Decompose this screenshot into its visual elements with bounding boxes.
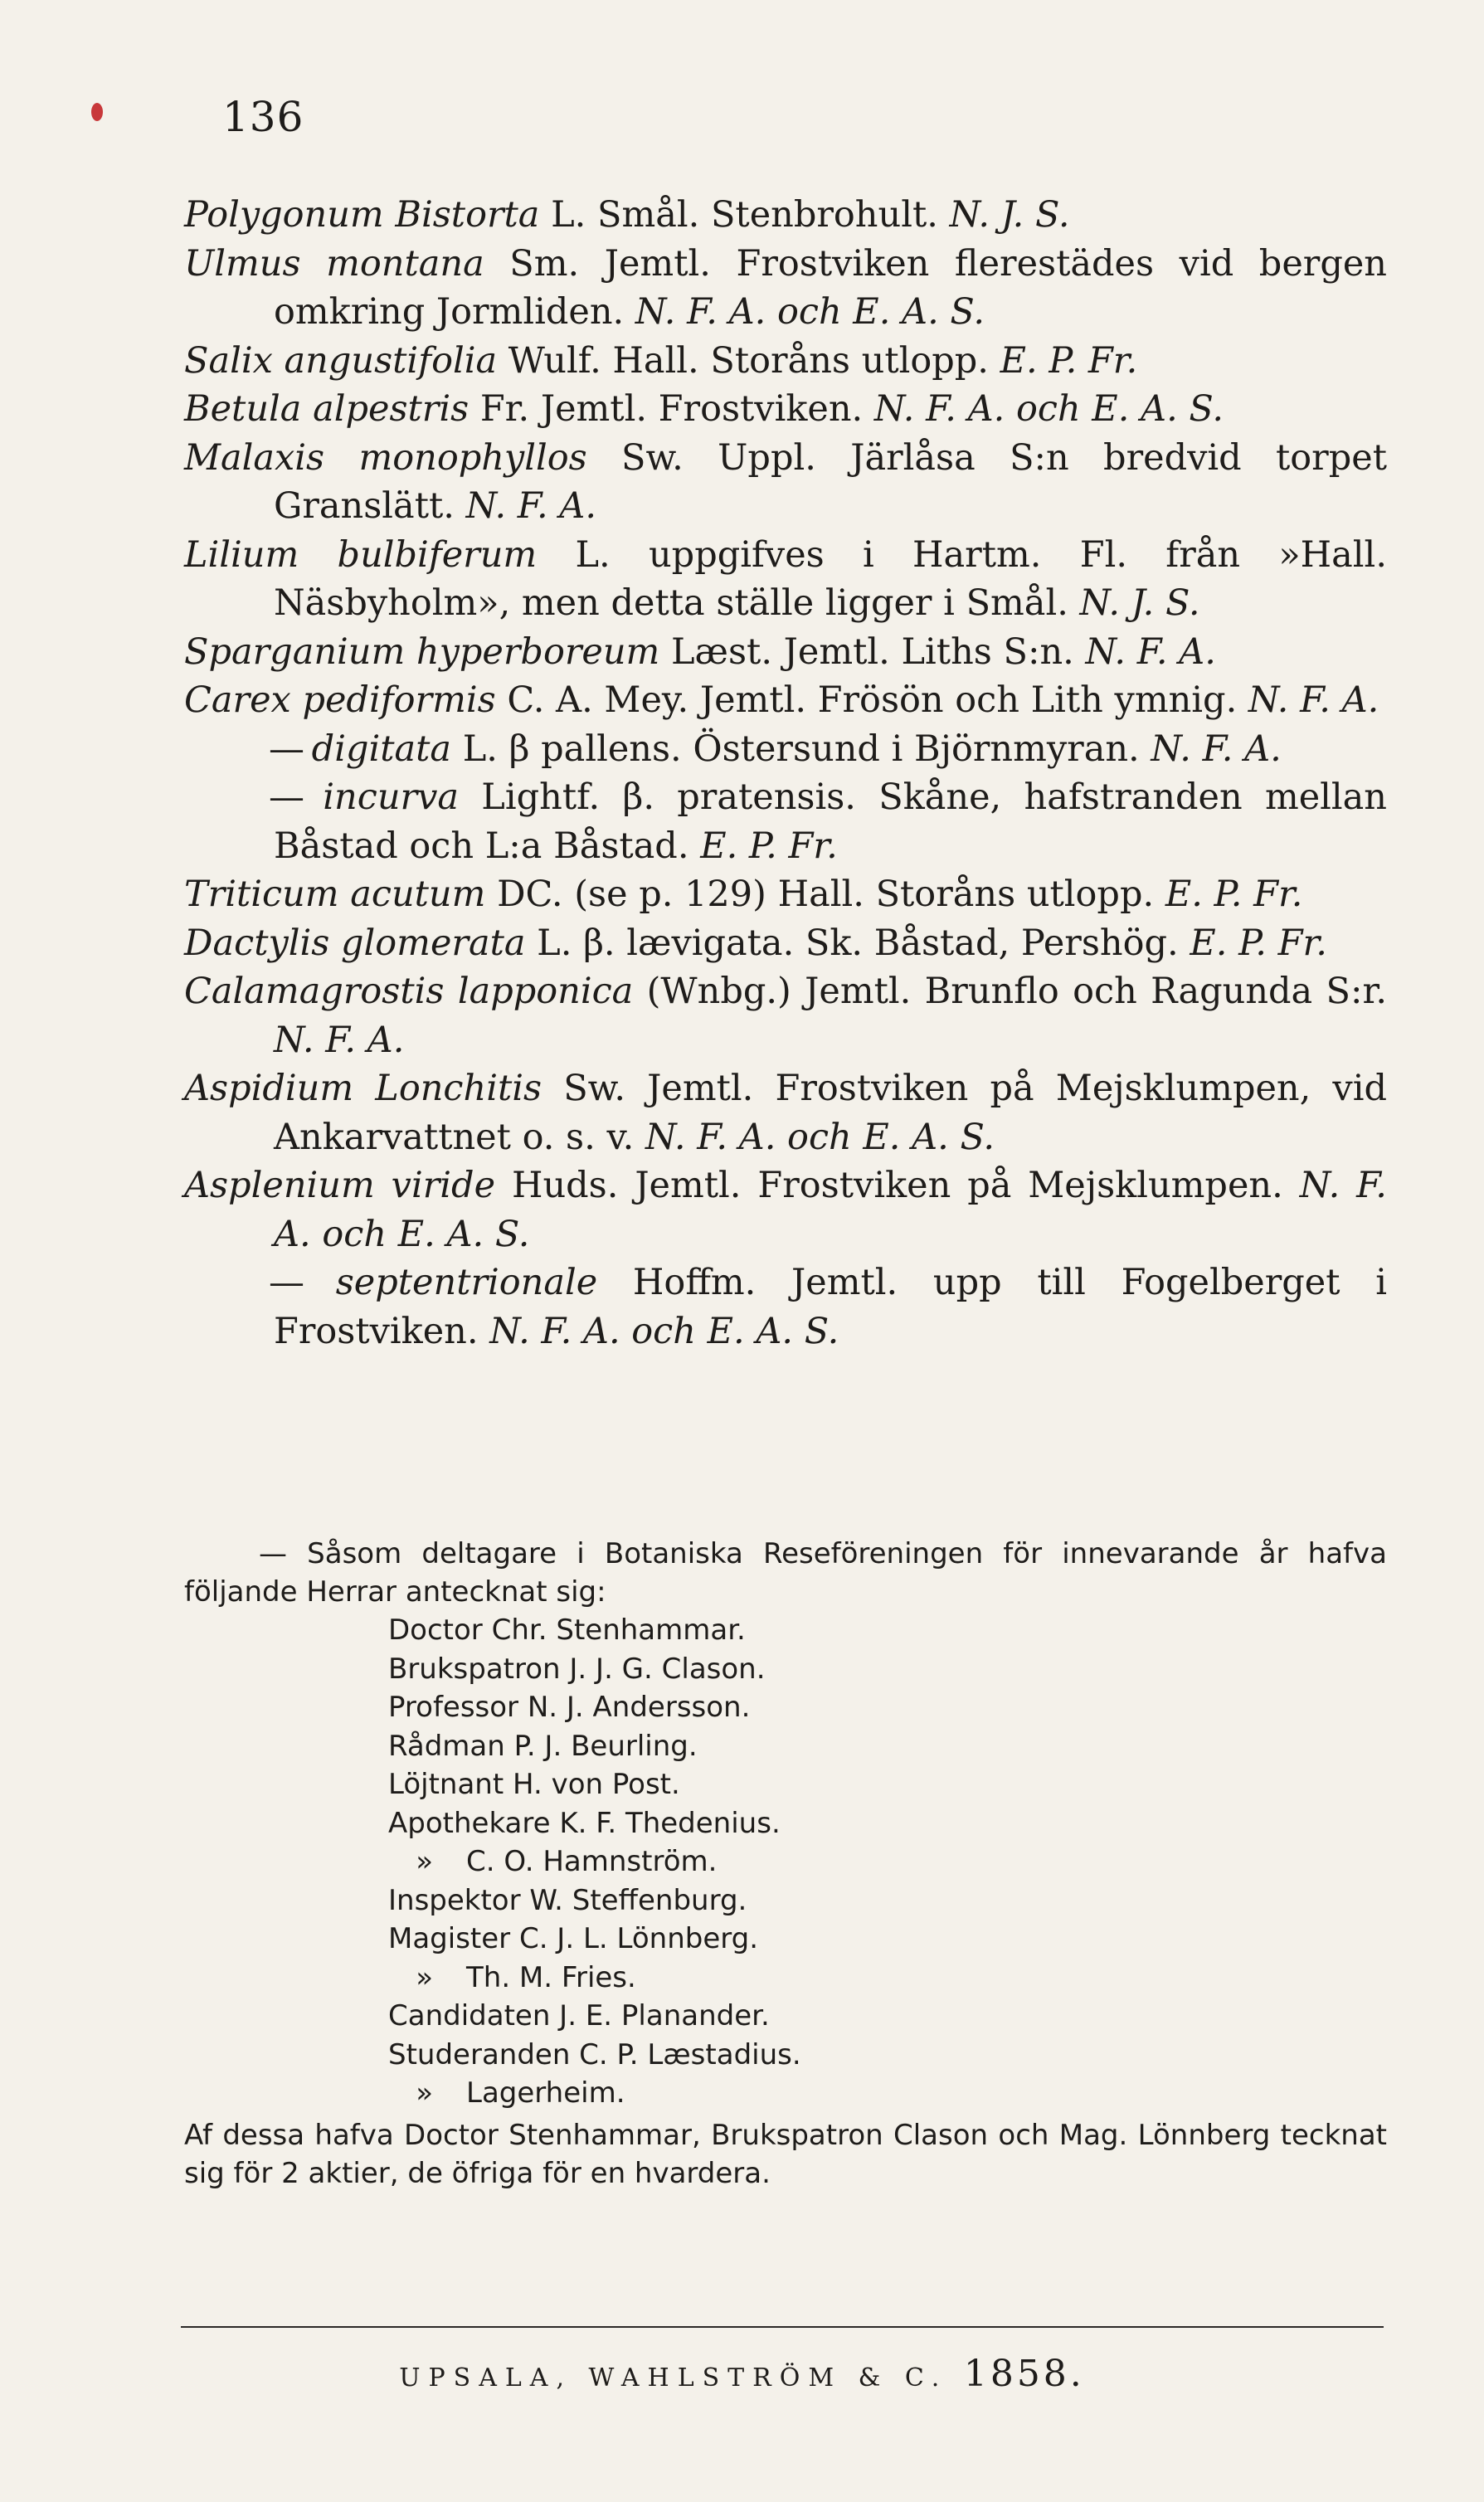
member-name: Rådman P. J. Beurling.	[388, 1729, 698, 1763]
species-name: Asplenium viride	[184, 1165, 496, 1206]
species-entry	[184, 1064, 1387, 1161]
species-citation: E. P. Fr.	[1165, 874, 1303, 915]
species-entry	[184, 967, 1387, 1064]
species-name: Aspidium Lonchitis	[184, 1068, 543, 1109]
member-item	[184, 1959, 1387, 1998]
species-locality: Lightf. β. pratensis. Skåne, hafstranden mellan Båstad och L:a Båstad.	[274, 776, 1388, 867]
member-item	[184, 1881, 1387, 1920]
member-name: Inspektor W. Steffenburg.	[388, 1883, 747, 1917]
species-citation: N. J. S.	[1079, 582, 1200, 624]
note-outro: Af dessa hafva Doctor Stenhammar, Brukspatron Clason och Mag. Lönnberg tecknat sig för 2 aktier, de öfriga för en hvardera.	[184, 2118, 1387, 2190]
species-locality: Huds. Jemtl. Frostviken på Mejsklumpen.	[495, 1165, 1300, 1206]
member-item	[184, 1804, 1387, 1843]
species-entry	[184, 531, 1387, 628]
species-locality: Læst. Jemtl. Liths S:n.	[659, 630, 1086, 673]
species-name: Salix angustifolia	[184, 339, 498, 382]
species-entry	[184, 1258, 1387, 1356]
species-name: Polygonum Bistorta	[184, 194, 540, 236]
species-locality: Sw. Uppl. Järlåsa S:n bredvid torpet Granslätt.	[274, 436, 1387, 527]
printer-imprint	[0, 2353, 1484, 2395]
species-entry	[184, 773, 1387, 870]
species-citation: E. P. Fr.	[1000, 339, 1138, 382]
species-citation: E. P. Fr.	[700, 825, 838, 867]
ditto-dash: —	[269, 1262, 304, 1303]
species-entry	[184, 434, 1387, 531]
species-entry	[184, 1161, 1387, 1258]
species-entry	[184, 676, 1387, 725]
member-item	[184, 1920, 1387, 1959]
member-item	[184, 1727, 1387, 1766]
species-entry	[184, 385, 1387, 434]
species-locality: L. β pallens. Östersund i Björnmyran.	[451, 728, 1151, 770]
species-entry	[184, 628, 1387, 677]
species-locality: L. β. lævigata. Sk. Båstad, Pershög.	[525, 922, 1190, 964]
member-name: Candidaten J. E. Planander.	[388, 1999, 770, 2032]
species-entry	[184, 337, 1387, 386]
species-citation: N. F. A. och E. A. S.	[274, 1165, 1387, 1255]
species-entry	[184, 725, 1387, 774]
species-name: Calamagrostis lapponica	[184, 971, 634, 1012]
member-item	[184, 1650, 1387, 1689]
species-citation: N. F. A.	[1085, 630, 1216, 673]
species-locality: Sm. Jemtl. Frostviken flerestädes vid bergen omkring Jormliden.	[274, 242, 1387, 333]
ink-spot	[91, 103, 103, 121]
member-name: Brukspatron J. J. G. Clason.	[388, 1652, 766, 1686]
member-item	[184, 1765, 1387, 1804]
member-name: Lagerheim.	[466, 2076, 625, 2110]
imprint-place: UPSALA, WAHLSTRÖM & C.	[399, 2363, 948, 2392]
member-item	[184, 2074, 1387, 2113]
species-entry	[184, 870, 1387, 919]
ditto-dash: —	[269, 776, 304, 818]
member-name: Th. M. Fries.	[466, 1960, 636, 1994]
species-citation: N. F. A.	[274, 1019, 405, 1061]
imprint-year: 1858.	[963, 2353, 1085, 2395]
member-name: Professor N. J. Andersson.	[388, 1691, 751, 1724]
species-name: Carex pediformis	[184, 679, 496, 721]
society-note	[184, 1535, 1387, 2193]
species-citation: N. F. A.	[1151, 728, 1282, 770]
ditto-mark: »	[416, 1960, 433, 1994]
species-name: Sparganium hyperboreum	[184, 630, 660, 673]
member-item	[184, 1688, 1387, 1727]
species-locality: Sw. Jemtl. Frostviken på Mejsklumpen, vid Ankarvattnet o. s. v.	[274, 1068, 1388, 1158]
member-item	[184, 1842, 1387, 1881]
member-name: Magister C. J. L. Lönnberg.	[388, 1922, 759, 1955]
member-name: Studeranden C. P. Læstadius.	[388, 2037, 801, 2071]
species-locality: Wulf. Hall. Storåns utlopp.	[497, 339, 1000, 382]
species-citation: N. J. S.	[949, 194, 1070, 236]
species-entry	[184, 919, 1387, 968]
species-locality: DC. (se p. 129) Hall. Storåns utlopp.	[485, 874, 1165, 915]
species-name: Malaxis monophyllos	[184, 436, 587, 479]
ditto-mark: »	[416, 1845, 433, 1878]
species-name: digitata	[311, 728, 452, 770]
species-citation: N. F. A. och E. A. S.	[635, 291, 985, 333]
species-name: Triticum acutum	[184, 874, 486, 915]
member-item	[184, 1997, 1387, 2036]
species-name: Betula alpestris	[184, 388, 470, 430]
species-citation: E. P. Fr.	[1190, 922, 1327, 964]
member-name: Löjtnant H. von Post.	[388, 1768, 680, 1801]
species-name: Ulmus montana	[184, 242, 484, 285]
species-citation: N. F. A. och E. A. S.	[489, 1310, 839, 1352]
species-citation: N. F. A.	[1248, 679, 1379, 721]
page-number: 136	[222, 93, 304, 141]
species-name: Lilium bulbiferum	[184, 533, 538, 576]
note-intro: — Såsom deltagare i Botaniska Reseföreningen för innevarande år hafva följande Herrar antecknat sig:	[184, 1537, 1387, 1609]
ditto-dash: —	[269, 728, 304, 770]
species-name: septentrionale	[335, 1262, 598, 1303]
species-locality: (Wnbg.) Jemtl. Brunflo och Ragunda S:r.	[633, 971, 1387, 1012]
ditto-mark: »	[416, 2076, 433, 2110]
member-item	[184, 1611, 1387, 1650]
member-name: Doctor Chr. Stenhammar.	[388, 1614, 746, 1647]
member-list	[184, 1611, 1387, 2113]
species-name: Dactylis glomerata	[184, 922, 526, 964]
species-locality: Hoffm. Jemtl. upp till Fogelberget i Frostviken.	[274, 1262, 1388, 1352]
species-locality: C. A. Mey. Jemtl. Frösön och Lith ymnig.	[495, 679, 1248, 721]
species-locality: Fr. Jemtl. Frostviken.	[469, 388, 874, 430]
species-locality: L. uppgifves i Hartm. Fl. från »Hall. Näsbyholm», men detta ställe ligger i Smål.	[274, 533, 1387, 624]
species-citation: N. F. A. och E. A. S.	[645, 1116, 995, 1158]
member-item	[184, 2036, 1387, 2075]
species-entry	[184, 240, 1387, 337]
member-name: Apothekare K. F. Thedenius.	[388, 1806, 781, 1840]
species-citation: N. F. A.	[465, 485, 597, 527]
species-name: incurva	[323, 776, 460, 818]
member-name: C. O. Hamnström.	[466, 1845, 718, 1878]
species-list	[184, 191, 1387, 1356]
species-entry	[184, 191, 1387, 240]
species-locality: L. Smål. Stenbrohult.	[539, 194, 950, 236]
footer-rule	[181, 2326, 1384, 2328]
species-citation: N. F. A. och E. A. S.	[873, 388, 1224, 430]
